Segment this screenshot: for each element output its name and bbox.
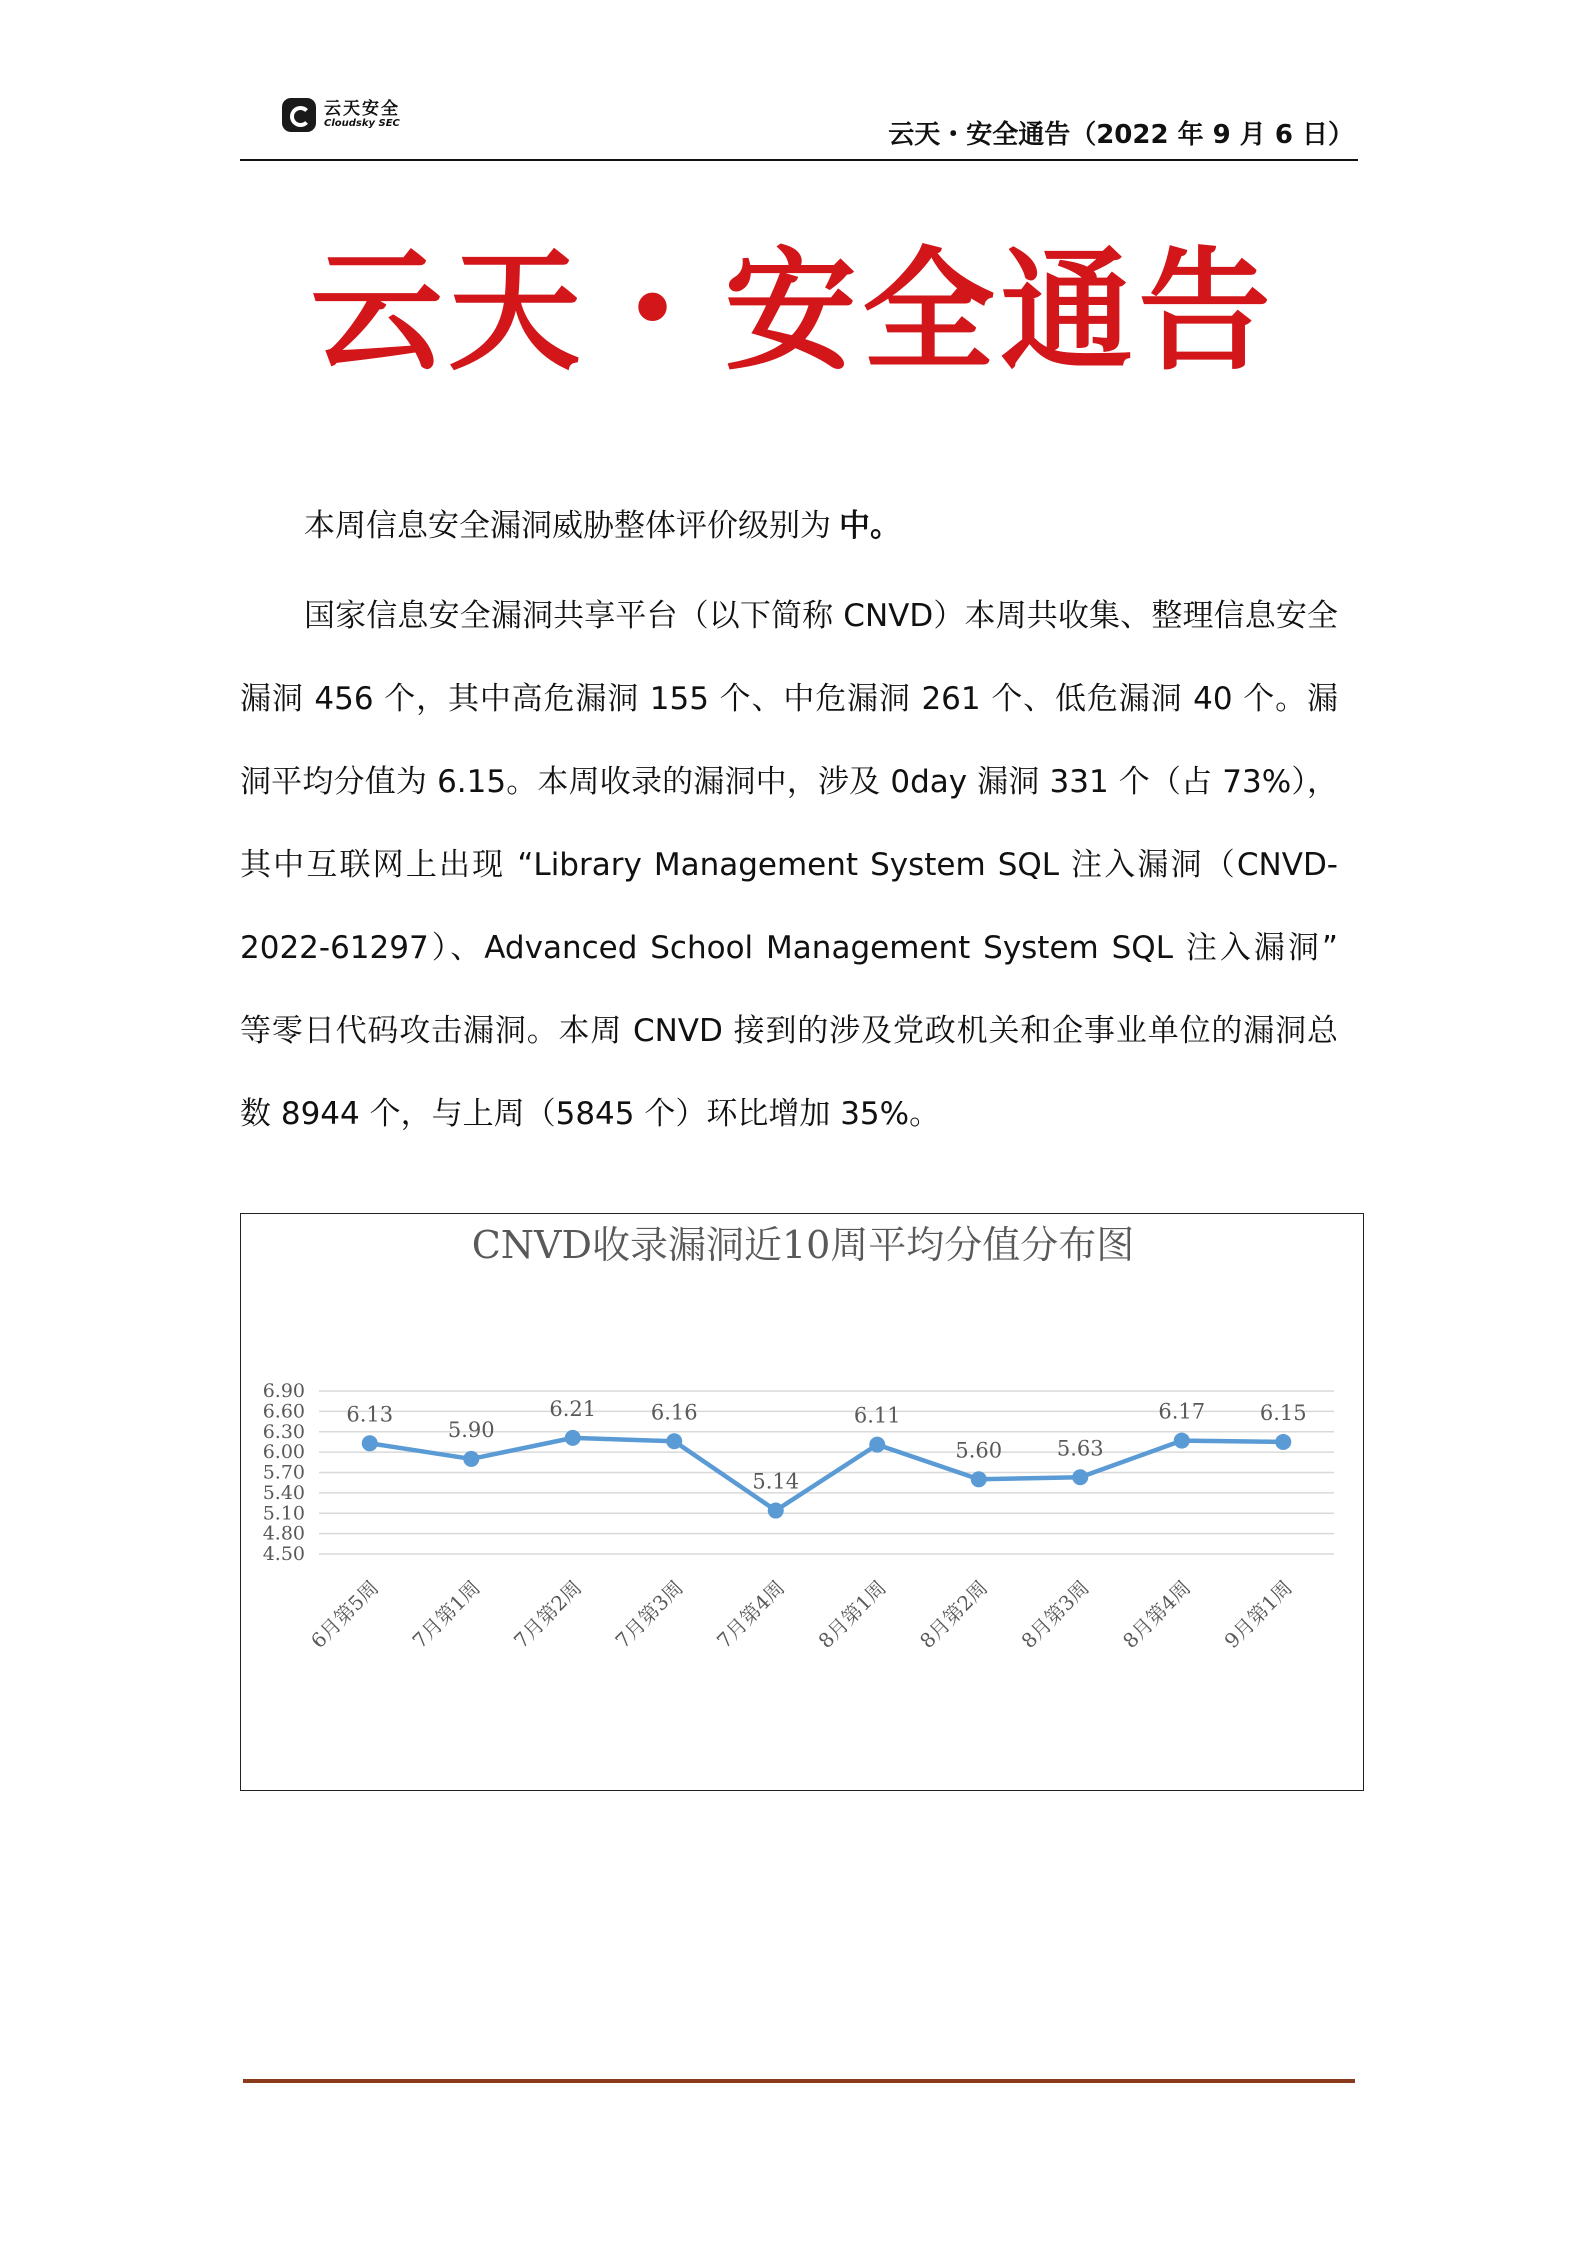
data-label: 5.63: [1056, 1436, 1104, 1461]
x-tick-label: 7月第2周: [508, 1575, 587, 1653]
footer-divider: [243, 2079, 1355, 2083]
logo-en-text: Cloudsky SEC: [324, 117, 400, 129]
x-tick-label: 8月第1周: [813, 1575, 891, 1653]
series-line: [370, 1438, 1284, 1511]
data-point: [971, 1471, 987, 1487]
y-tick-label: 6.90: [262, 1380, 305, 1402]
x-tick-label: 8月第3周: [1016, 1575, 1094, 1653]
y-tick-label: 6.00: [262, 1441, 305, 1464]
y-tick-label: 6.60: [262, 1400, 305, 1423]
y-tick-label: 4.50: [262, 1543, 305, 1565]
chart-title: CNVD收录漏洞近10周平均分值分布图: [471, 1223, 1135, 1267]
summary-paragraph: 国家信息安全漏洞共享平台（以下简称 CNVD）本周共收集、整理信息安全漏洞 456 个，其中高危漏洞 155 个、中危漏洞 261 个、低危漏洞 40 个。漏洞平均分值为 6.15。本周收录的漏洞中，涉及 0day 漏洞 331 个（占 73%），其中互联网上出现 “Library Management System SQL 注入漏洞（CNVD-2022-61297）、Advanced School Management System SQL 注入漏洞” 等零日代码攻击漏洞。本周 CNVD 接到的涉及党政机关和企事业单位的漏洞总数 8944 个，与上周（5845 个）环比增加 35%。: [240, 598, 1338, 1132]
data-label: 6.15: [1259, 1400, 1307, 1425]
data-label: 5.14: [752, 1469, 800, 1494]
data-point: [362, 1435, 378, 1451]
x-tick-label: 8月第4周: [1117, 1575, 1196, 1653]
data-point: [869, 1437, 885, 1453]
masthead-title: 云天・安全通告: [310, 234, 1277, 389]
threat-level-label: 本周信息安全漏洞威胁整体评价级别为: [304, 508, 831, 544]
page-header: [240, 92, 1358, 162]
data-label: 6.21: [549, 1396, 597, 1421]
x-tick-label: 7月第1周: [407, 1575, 485, 1653]
data-point: [1174, 1433, 1190, 1449]
data-label: 6.16: [650, 1400, 698, 1425]
data-label: 5.90: [447, 1417, 495, 1442]
threat-level-value: 中。: [839, 508, 901, 544]
x-tick-label: 9月第1周: [1219, 1575, 1297, 1653]
data-label: 6.17: [1158, 1399, 1206, 1424]
header-title: 云天・安全通告（2022 年 9 月 6 日）: [888, 120, 1354, 150]
logo-cn-text: 云天安全: [324, 98, 400, 119]
header-divider: [240, 159, 1358, 161]
data-point: [463, 1451, 479, 1467]
data-point: [565, 1430, 581, 1446]
x-tick-label: 6月第5周: [305, 1575, 384, 1653]
y-tick-label: 5.10: [262, 1502, 305, 1525]
data-point: [1072, 1469, 1088, 1485]
x-tick-label: 7月第3周: [610, 1575, 688, 1653]
company-logo: [282, 98, 400, 132]
data-label: 5.60: [955, 1438, 1003, 1463]
cloudsky-logo-icon: [282, 98, 316, 132]
data-point: [1275, 1434, 1291, 1450]
x-tick-label: 8月第2周: [914, 1575, 993, 1653]
data-point: [768, 1503, 784, 1519]
data-point: [666, 1433, 682, 1449]
chart-svg: [241, 1214, 1365, 1792]
y-tick-label: 5.70: [262, 1461, 305, 1484]
x-tick-label: 7月第4周: [711, 1575, 790, 1653]
threat-level-paragraph: [240, 500, 1338, 545]
y-tick-label: 6.30: [262, 1420, 305, 1443]
data-label: 6.11: [853, 1403, 901, 1428]
y-tick-label: 4.80: [262, 1522, 305, 1545]
avg-score-chart: [240, 1213, 1364, 1791]
data-label: 6.13: [346, 1402, 394, 1427]
y-tick-label: 5.40: [262, 1481, 305, 1504]
